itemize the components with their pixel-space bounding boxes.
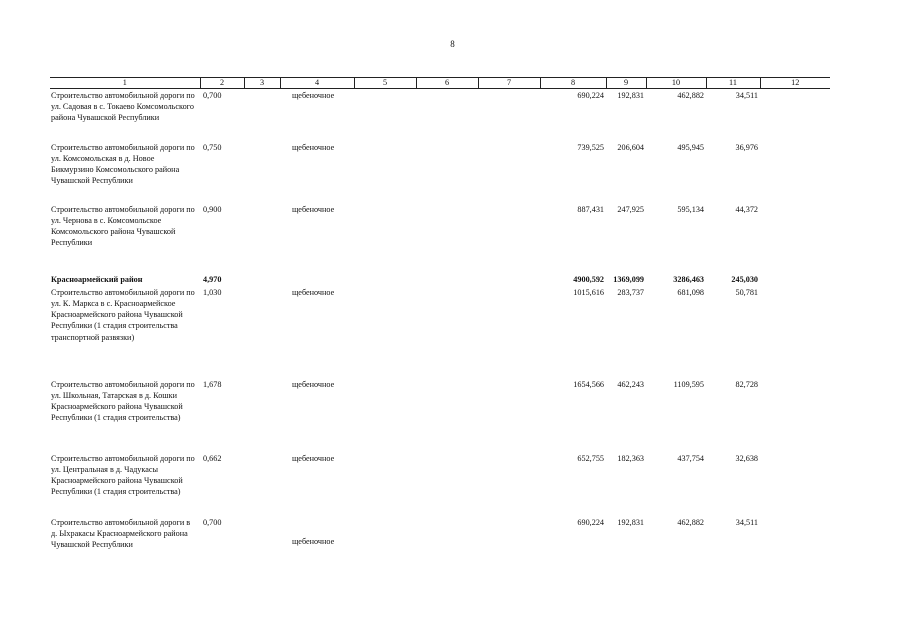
cost-col10: 495,945 <box>677 142 704 152</box>
cell-col7 <box>478 273 540 286</box>
cost-col9: 283,737 <box>617 287 644 297</box>
cell-col5 <box>354 273 416 286</box>
cost-col11: 32,638 <box>735 453 758 463</box>
cell-col7 <box>478 141 540 203</box>
roads-table <box>50 77 830 568</box>
district-total-row <box>50 273 830 286</box>
cell-col5 <box>354 203 416 273</box>
cell-col3 <box>244 203 280 273</box>
col-header: 5 <box>354 78 416 89</box>
object-name: Строительство автомобильной дороги по ул. Чернова в с. Комсомольское Комсомольского района Чувашской Республики <box>51 204 195 248</box>
cost-col10: 595,134 <box>677 204 704 214</box>
cell-col12 <box>760 89 830 141</box>
col-header: 3 <box>244 78 280 89</box>
cell-col6 <box>416 89 478 141</box>
cell-col5 <box>354 89 416 141</box>
cost-col11: 36,976 <box>735 142 758 152</box>
total-cost: 4900,592 <box>573 274 604 284</box>
cell-col5 <box>354 378 416 452</box>
cell-col12 <box>760 203 830 273</box>
table-row <box>50 203 830 273</box>
surface-type: щебеночное <box>292 142 335 152</box>
cell-col3 <box>244 286 280 378</box>
table-row <box>50 516 830 568</box>
total-cost: 1015,616 <box>573 287 604 297</box>
col-header: 7 <box>478 78 540 89</box>
cell-col5 <box>354 452 416 516</box>
cell-col3 <box>244 141 280 203</box>
surface-type: щебеночное <box>292 287 335 297</box>
cell-col7 <box>478 89 540 141</box>
cell-col5 <box>354 516 416 568</box>
table-row <box>50 286 830 378</box>
col-header: 11 <box>706 78 760 89</box>
cost-col11: 82,728 <box>735 379 758 389</box>
cost-col9: 206,604 <box>617 142 644 152</box>
cell-col6 <box>416 452 478 516</box>
cost-col9: 247,925 <box>617 204 644 214</box>
surface-type: щебеночное <box>292 379 335 389</box>
object-name: Строительство автомобильной дороги в д. Ыхракасы Красноармейского района Чувашской Республики <box>51 517 191 550</box>
length-km: 0,900 <box>203 204 222 214</box>
cost-col10: 681,098 <box>677 287 704 297</box>
col-header: 10 <box>646 78 706 89</box>
cost-col11: 34,511 <box>735 517 758 527</box>
cost-col9: 192,831 <box>617 91 644 100</box>
cell-col7 <box>478 203 540 273</box>
object-name: Строительство автомобильной дороги по ул. К. Маркса в с. Красноармейское Красноармейского района Чувашской Республики (1 стадия строительства транспортной развязки) <box>51 287 195 342</box>
total-cost: 1654,566 <box>573 379 604 389</box>
col-header: 2 <box>200 78 244 89</box>
cost-col10: 462,882 <box>677 91 704 100</box>
table-row <box>50 141 830 203</box>
cell-col12 <box>760 378 830 452</box>
total-cost: 739,525 <box>577 142 604 152</box>
cell-col6 <box>416 141 478 203</box>
table-row <box>50 452 830 516</box>
cost-col11: 50,781 <box>735 287 758 297</box>
length-km: 0,700 <box>203 91 222 100</box>
cell-col7 <box>478 286 540 378</box>
table-row <box>50 89 830 141</box>
length-km: 4,970 <box>203 274 222 284</box>
col-header: 8 <box>540 78 606 89</box>
cost-col10: 437,754 <box>677 453 704 463</box>
total-cost: 652,755 <box>577 453 604 463</box>
cell-col3 <box>244 273 280 286</box>
col-header: 9 <box>606 78 646 89</box>
object-name: Строительство автомобильной дороги по ул. Садовая в с. Токаево Комсомольского района Чувашской Республики <box>51 91 195 123</box>
object-name: Строительство автомобильной дороги по ул. Школьная, Татарская в д. Кошки Красноармейского района Чувашской Республики (1 стадия строительства) <box>51 379 195 423</box>
object-name: Строительство автомобильной дороги по ул. Комсомольская в д. Новое Бикмурзино Комсомольского района Чувашской Республики <box>51 142 195 186</box>
cost-col9: 1369,099 <box>613 274 644 284</box>
cell-col6 <box>416 378 478 452</box>
surface-type: щебеночное <box>292 453 335 463</box>
length-km: 0,662 <box>203 453 222 463</box>
col-header: 4 <box>280 78 354 89</box>
cell-col3 <box>244 89 280 141</box>
col-header: 1 <box>50 78 200 89</box>
cell-col12 <box>760 452 830 516</box>
surface-type: щебеночное <box>292 204 335 214</box>
cell-col5 <box>354 286 416 378</box>
page-number: 8 <box>450 39 455 49</box>
cell-col3 <box>244 452 280 516</box>
cell-col7 <box>478 378 540 452</box>
cell-col12 <box>760 516 830 568</box>
cost-col10: 1109,595 <box>673 379 704 389</box>
cost-col9: 182,363 <box>617 453 644 463</box>
object-name: Строительство автомобильной дороги по ул. Центральная в д. Чадукасы Красноармейского района Чувашской Республики (1 стадия строительства) <box>51 453 195 497</box>
col-header: 6 <box>416 78 478 89</box>
cell-col3 <box>244 516 280 568</box>
cell-col12 <box>760 286 830 378</box>
cell-col6 <box>416 286 478 378</box>
cost-col11: 245,030 <box>731 274 758 284</box>
cell-col7 <box>478 452 540 516</box>
total-cost: 690,224 <box>577 517 604 527</box>
length-km: 1,030 <box>203 287 222 297</box>
cost-col11: 44,372 <box>735 204 758 214</box>
cost-col10: 3286,463 <box>673 274 704 284</box>
cell-col6 <box>416 203 478 273</box>
cell-col6 <box>416 273 478 286</box>
cost-col9: 192,831 <box>617 517 644 527</box>
cell-col12 <box>760 141 830 203</box>
cell-col12 <box>760 273 830 286</box>
length-km: 1,678 <box>203 379 222 389</box>
header-row <box>50 78 830 89</box>
total-cost: 690,224 <box>577 91 604 100</box>
total-cost: 887,431 <box>577 204 604 214</box>
district-name: Красноармейский район <box>51 274 143 284</box>
cell-col3 <box>244 378 280 452</box>
length-km: 0,700 <box>203 517 222 527</box>
surface-type: щебеночное <box>292 537 335 547</box>
surface-type <box>280 273 354 286</box>
cell-col6 <box>416 516 478 568</box>
length-km: 0,750 <box>203 142 222 152</box>
cell-col5 <box>354 141 416 203</box>
table-row <box>50 378 830 452</box>
cost-col9: 462,243 <box>617 379 644 389</box>
cost-col10: 462,882 <box>677 517 704 527</box>
surface-type: щебеночное <box>292 91 335 100</box>
cost-col11: 34,511 <box>735 91 758 100</box>
cell-col7 <box>478 516 540 568</box>
col-header: 12 <box>760 78 830 89</box>
